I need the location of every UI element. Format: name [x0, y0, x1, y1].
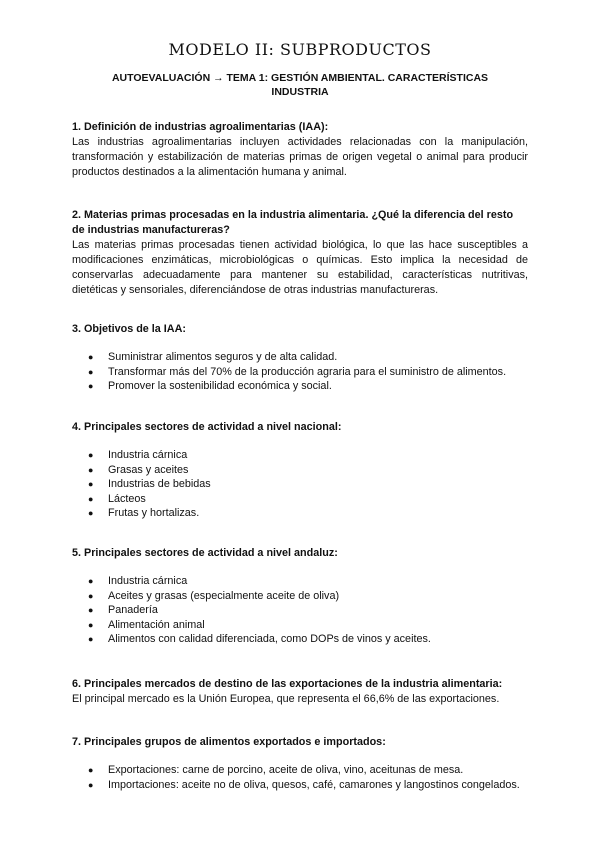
section-1-text: Las industrias agroalimentarias incluyen actividades relacionadas con la manipulación, transformación y estabilización de materias primas de origen vegetal o animal para producir productos destinados a la alimentación humana y animal.: [72, 136, 528, 178]
section-1: [72, 120, 528, 180]
list-item: ● Exportaciones: carne de porcino, aceite de oliva, vino, aceitunas de mesa.: [88, 764, 464, 776]
section-7-list: [72, 763, 528, 792]
section-6-text: El principal mercado es la Unión Europea, que representa el 66,6% de las exportaciones.: [72, 693, 500, 705]
list-item: ● Alimentos con calidad diferenciada, como DOPs de vinos y aceites.: [88, 633, 431, 645]
list-item: ● Alimentación animal: [88, 618, 205, 631]
document-title: MODELO II: SUBPRODUCTOS: [168, 40, 432, 59]
list-item: ● Transformar más del 70% de la producción agraria para el suministro de alimentos.: [88, 365, 507, 378]
bullet-icon: ●: [88, 352, 94, 362]
section-3-list: [72, 350, 528, 394]
bullet-icon: ●: [88, 634, 94, 644]
list-item: ● Panadería: [88, 604, 158, 616]
document-subtitle: AUTOEVALUACIÓN → TEMA 1: GESTIÓN AMBIENTAL. CARACTERÍSTICAS INDUSTRIA: [111, 72, 489, 98]
section-4-list: [72, 448, 528, 521]
bullet-icon: ●: [88, 464, 94, 475]
section-7-heading: 7. Principales grupos de alimentos exportados e importados:: [72, 736, 386, 748]
list-item: ● Suministrar alimentos seguros y de alta calidad.: [88, 351, 338, 363]
section-5: [72, 546, 528, 647]
section-3-heading: 3. Objetivos de la IAA:: [72, 323, 186, 335]
list-item: ● Grasas y aceites: [88, 463, 189, 476]
list-item: ● Industrias de bebidas: [88, 478, 211, 490]
bullet-icon: ●: [88, 619, 94, 630]
list-item: ● Industria cárnica: [88, 449, 188, 461]
bullet-icon: ●: [88, 493, 94, 504]
list-item: ● Frutas y hortalizas.: [88, 507, 200, 519]
section-6: [72, 677, 528, 707]
bullet-icon: ●: [88, 508, 94, 518]
section-3: [72, 322, 528, 394]
list-item: ● Promover la sostenibilidad económica y social.: [88, 380, 332, 392]
bullet-icon: ●: [88, 605, 94, 615]
list-item: ● Importaciones: aceite no de oliva, quesos, café, camarones y langostinos congelados.: [88, 778, 520, 791]
section-6-heading: 6. Principales mercados de destino de las exportaciones de la industria alimentaria:: [72, 678, 503, 690]
section-4-heading: 4. Principales sectores de actividad a nivel nacional:: [72, 421, 342, 433]
bullet-icon: ●: [88, 381, 94, 391]
section-2-text: Las materias primas procesadas tienen actividad biológica, lo que las hace susceptibles a modificaciones enzimáticas, microbiológicas o químicas. Esto implica la necesidad de conservarlas adecuadamente para mantener su estabilidad, características nutritivas, dietéticas y sensoriales, diferenciándose de otras industrias manufactureras.: [72, 239, 528, 296]
bullet-icon: ●: [88, 765, 94, 775]
bullet-icon: ●: [88, 779, 94, 790]
section-5-list: [72, 574, 528, 647]
list-item: ● Aceites y grasas (especialmente aceite de oliva): [88, 589, 340, 602]
bullet-icon: ●: [88, 576, 94, 586]
bullet-icon: ●: [88, 479, 94, 489]
bullet-icon: ●: [88, 366, 94, 377]
bullet-icon: ●: [88, 590, 94, 601]
section-5-heading: 5. Principales sectores de actividad a nivel andaluz:: [72, 547, 338, 559]
section-2: [72, 208, 528, 298]
bullet-icon: ●: [88, 450, 94, 460]
list-item: ● Lácteos: [88, 492, 146, 505]
section-2-heading: 2. Materias primas procesadas en la industria alimentaria. ¿Qué la diferencia del resto de industrias manufactureras?: [72, 209, 514, 236]
section-4: [72, 420, 528, 521]
list-item: ● Industria cárnica: [88, 575, 188, 587]
section-1-heading: 1. Definición de industrias agroalimentarias (IAA):: [72, 121, 329, 133]
section-7: [72, 735, 528, 792]
